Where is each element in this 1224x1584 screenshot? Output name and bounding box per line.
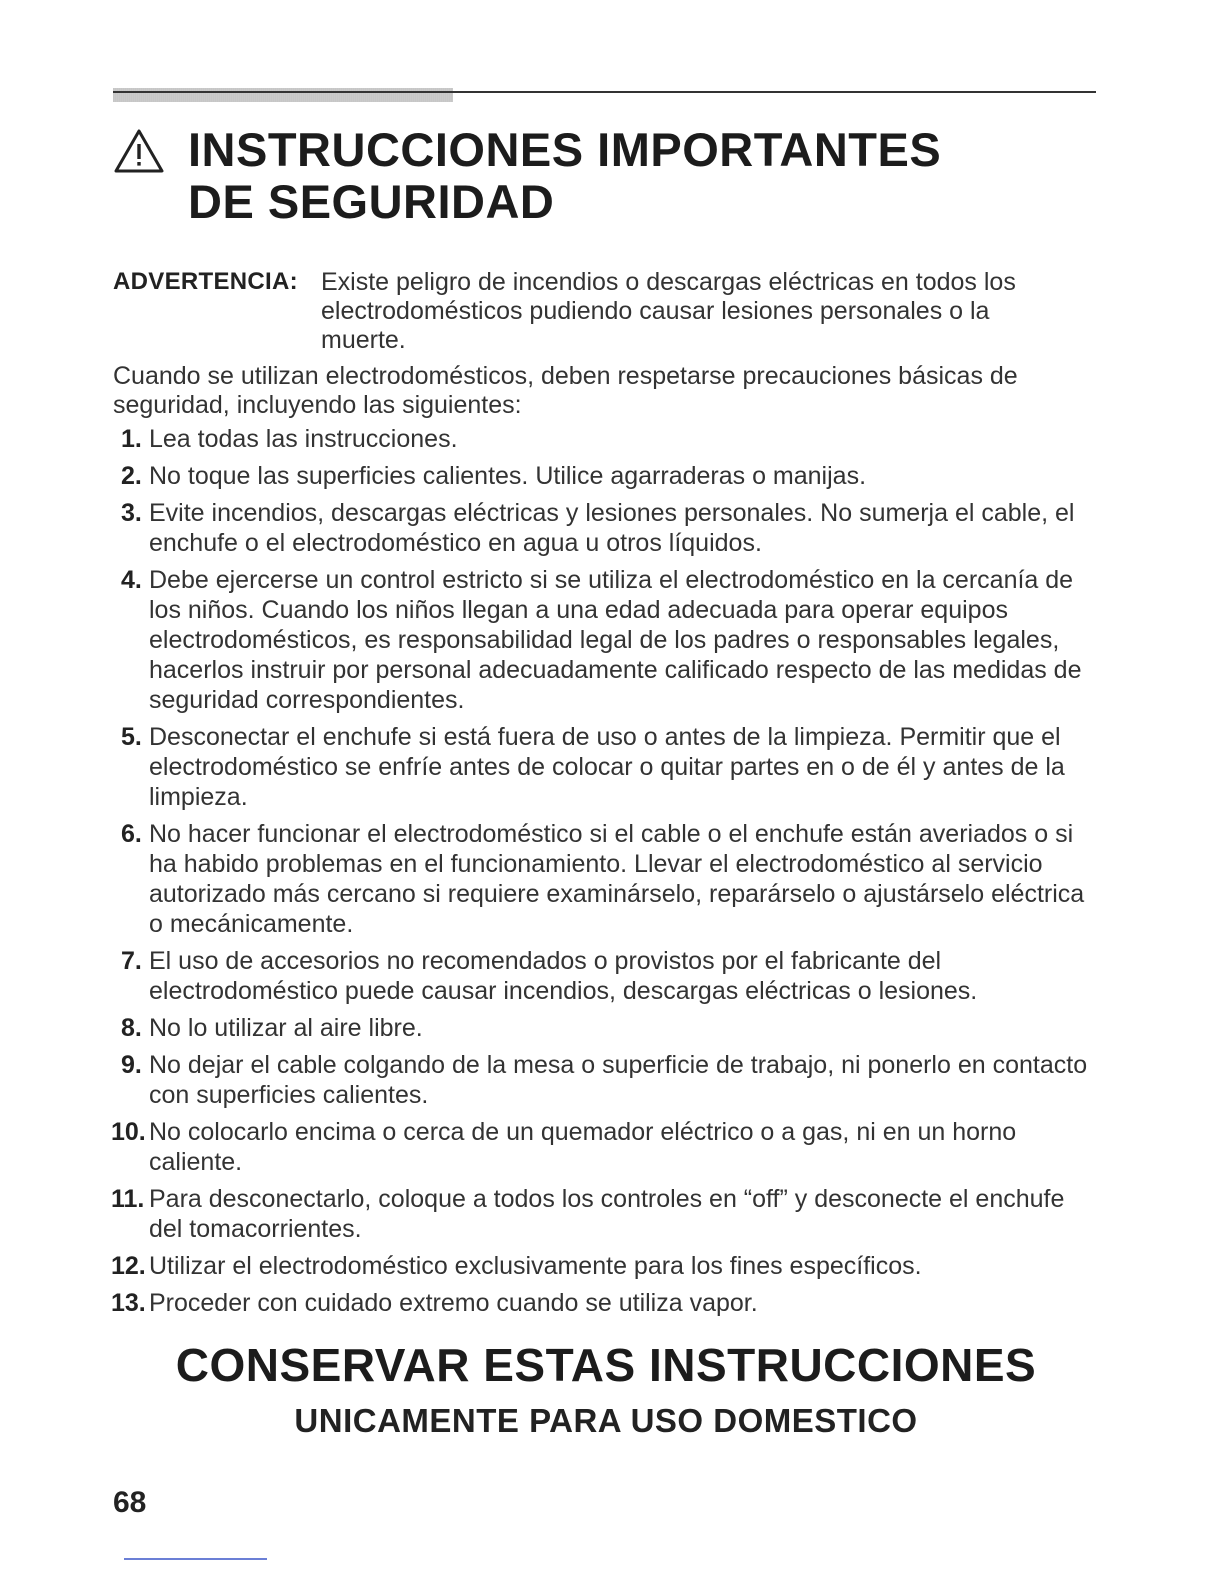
item-text: No lo utilizar al aire libre.	[149, 1014, 423, 1042]
list-item	[113, 819, 1103, 939]
list-item	[113, 565, 1103, 715]
warning-triangle-icon	[113, 128, 165, 174]
warning-text: Existe peligro de incendios o descargas eléctricas en todos los electrodomésticos pudiendo causar lesiones personales o la muerte.	[321, 268, 1016, 354]
item-number: 1.	[121, 425, 142, 453]
item-text: No colocarlo encima o cerca de un quemador eléctrico o a gas, ni en un horno caliente.	[149, 1118, 1017, 1176]
page-number: 68	[113, 1486, 147, 1519]
intro-paragraph: Cuando se utilizan electrodomésticos, deben respetarse precauciones básicas de seguridad, incluyendo las siguientes:	[113, 362, 1018, 419]
item-number: 10.	[111, 1118, 146, 1146]
item-number: 2.	[121, 462, 142, 490]
item-number: 9.	[121, 1051, 142, 1079]
item-text: Desconectar el enchufe si está fuera de uso o antes de la limpieza. Permitir que el electrodoméstico se enfríe antes de colocar o quitar partes en o de él y antes de la limpieza.	[149, 723, 1065, 811]
item-number: 13.	[111, 1289, 146, 1317]
header-rule	[113, 91, 1096, 93]
safety-instructions-list	[113, 424, 1103, 1325]
item-text: No dejar el cable colgando de la mesa o superficie de trabajo, ni ponerlo en contacto con superficies calientes.	[149, 1051, 1088, 1109]
item-text: No hacer funcionar el electrodoméstico si el cable o el enchufe están averiados o si ha habido problemas en el funcionamiento. Llevar el electrodoméstico al servicio autorizado más cercano si requiere examinárselo, reparárselo o ajustárselo eléctrica o mecánicamente.	[149, 820, 1085, 938]
list-item	[113, 946, 1103, 1006]
item-text: Evite incendios, descargas eléctricas y lesiones personales. No sumerja el cable, el enchufe o el electrodoméstico en agua u otros líquidos.	[149, 499, 1075, 557]
warning-label: ADVERTENCIA:	[113, 268, 298, 295]
item-text: Lea todas las instrucciones.	[149, 425, 458, 453]
household-use-text: UNICAMENTE PARA USO DOMESTICO	[294, 1402, 918, 1439]
household-use-heading	[0, 1402, 1224, 1440]
item-text: Proceder con cuidado extremo cuando se utiliza vapor.	[149, 1289, 758, 1317]
title-line-1: INSTRUCCIONES IMPORTANTES	[188, 123, 942, 176]
keep-instructions-heading	[0, 1338, 1224, 1392]
item-number: 12.	[111, 1252, 146, 1280]
list-item	[113, 424, 1103, 454]
list-item	[113, 461, 1103, 491]
list-item	[113, 1117, 1103, 1177]
item-number: 7.	[121, 947, 142, 975]
list-item	[113, 498, 1103, 558]
list-item	[113, 1288, 1103, 1318]
item-number: 3.	[121, 499, 142, 527]
list-item	[113, 1184, 1103, 1244]
list-item	[113, 1013, 1103, 1043]
item-number: 4.	[121, 566, 142, 594]
item-number: 5.	[121, 723, 142, 751]
list-item	[113, 1251, 1103, 1281]
keep-instructions-text: CONSERVAR ESTAS INSTRUCCIONES	[175, 1339, 1037, 1391]
list-item	[113, 722, 1103, 812]
item-text: El uso de accesorios no recomendados o provistos por el fabricante del electrodoméstico puede causar incendios, descargas eléctricas o lesiones.	[149, 947, 978, 1005]
item-number: 8.	[121, 1014, 142, 1042]
title-line-2: DE SEGURIDAD	[188, 175, 555, 228]
item-text: No toque las superficies calientes. Utilice agarraderas o manijas.	[149, 462, 867, 490]
item-number: 6.	[121, 820, 142, 848]
item-text: Para desconectarlo, coloque a todos los controles en “off” y desconecte el enchufe del tomacorrientes.	[149, 1185, 1065, 1243]
item-text: Debe ejercerse un control estricto si se utiliza el electrodoméstico en la cercanía de los niños. Cuando los niños llegan a una edad adecuada para operar equipos electrodomésticos, es responsabilidad legal de los padres o responsables legales, hacerlos instruir por personal adecuadamente calificado respecto de las medidas de seguridad correspondientes.	[149, 566, 1082, 714]
bottom-rule	[124, 1558, 267, 1560]
list-item	[113, 1050, 1103, 1110]
item-number: 11.	[111, 1185, 145, 1213]
item-text: Utilizar el electrodoméstico exclusivamente para los fines específicos.	[149, 1252, 922, 1280]
